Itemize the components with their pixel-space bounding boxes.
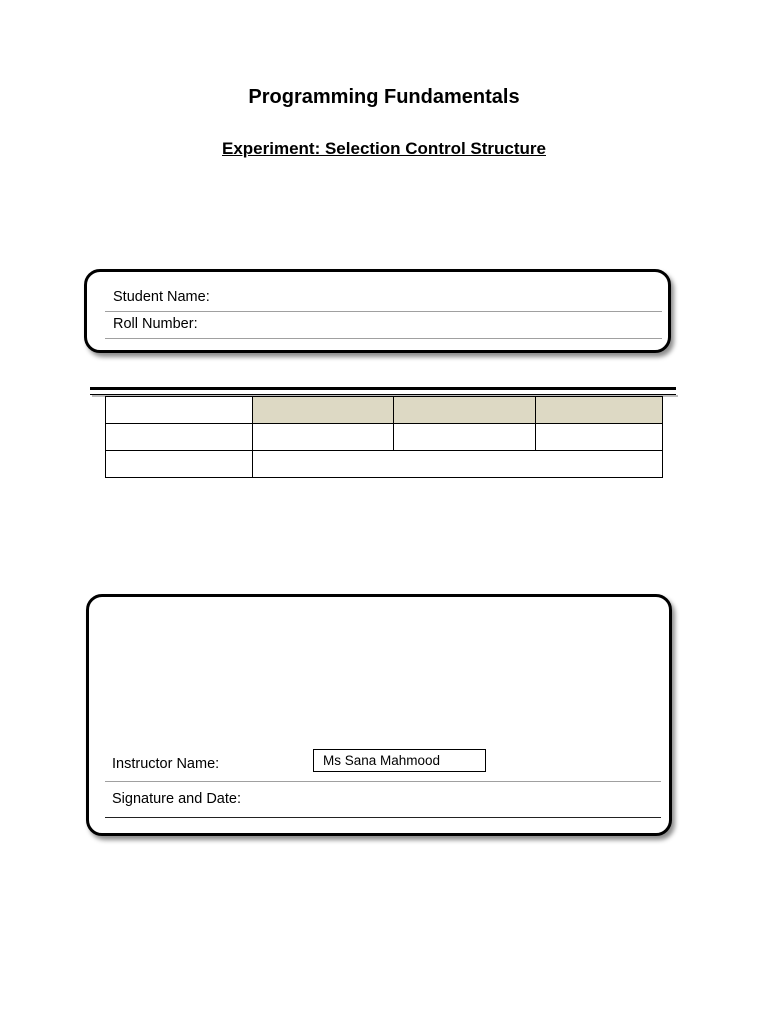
roll-number-line[interactable]	[105, 338, 662, 339]
student-name-line[interactable]	[105, 311, 662, 312]
roll-number-label: Roll Number:	[113, 316, 198, 332]
table-cell-merged[interactable]	[253, 451, 663, 478]
experiment-subtitle: Experiment: Selection Control Structure	[222, 139, 546, 158]
student-name-label: Student Name:	[113, 289, 210, 305]
table-row	[106, 397, 663, 424]
section-divider	[90, 387, 676, 395]
instructor-name-field[interactable]: Ms Sana Mahmood	[313, 749, 486, 772]
table-row	[106, 424, 663, 451]
table-cell[interactable]	[394, 424, 536, 451]
table-row	[106, 451, 663, 478]
signature-date-line[interactable]	[105, 817, 661, 818]
instructor-name-line	[105, 781, 661, 782]
instructor-name-label: Instructor Name:	[112, 756, 220, 772]
table-cell[interactable]	[106, 397, 253, 424]
page-title: Programming Fundamentals	[248, 86, 520, 108]
table-cell[interactable]	[536, 424, 663, 451]
grading-table	[105, 396, 663, 478]
signature-date-label: Signature and Date:	[112, 791, 241, 807]
table-cell[interactable]	[106, 451, 253, 478]
table-header-cell[interactable]	[253, 397, 394, 424]
table-cell[interactable]	[253, 424, 394, 451]
table-header-cell[interactable]	[394, 397, 536, 424]
table-cell[interactable]	[106, 424, 253, 451]
table-header-cell[interactable]	[536, 397, 663, 424]
